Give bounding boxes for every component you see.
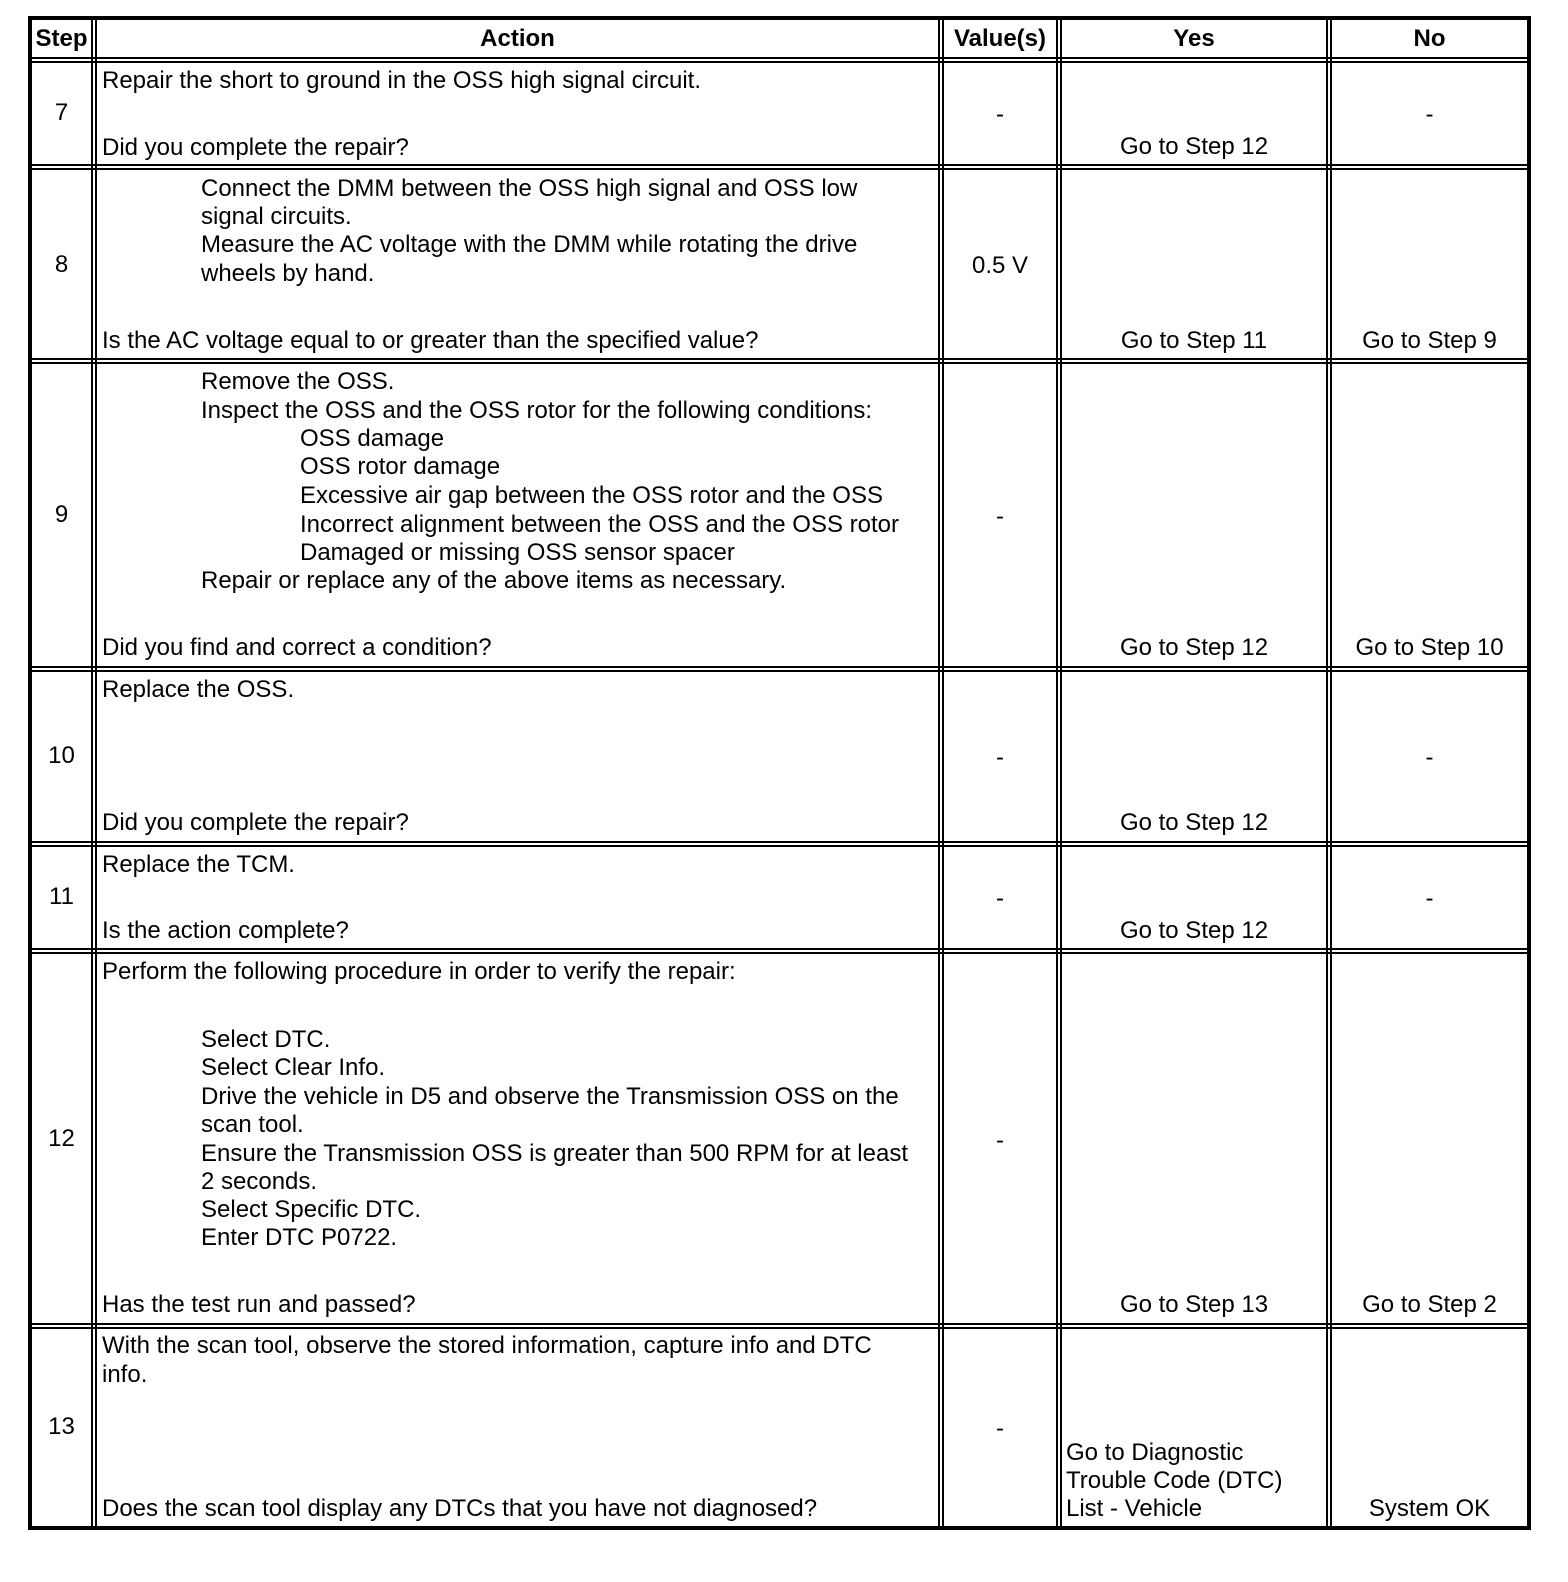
action-text: wheels by hand.	[201, 260, 375, 287]
action-text: Remove the OSS.	[201, 368, 395, 395]
value-cell: -	[996, 503, 1004, 530]
action-text: info.	[102, 1361, 148, 1388]
header-action: Action	[480, 25, 555, 52]
step-number: 9	[54, 501, 69, 528]
row-divider	[28, 57, 1531, 59]
yes-cell: Trouble Code (DTC)	[1066, 1467, 1283, 1494]
row-divider	[28, 952, 1531, 954]
header-yes: Yes	[1173, 25, 1215, 52]
row-divider	[28, 841, 1531, 843]
action-question: Did you complete the repair?	[102, 809, 409, 836]
action-text: Drive the vehicle in D5 and observe the Transmission OSS on the	[201, 1083, 899, 1110]
row-divider	[28, 164, 1531, 166]
row-divider	[28, 61, 1531, 63]
action-text: Select Specific DTC.	[201, 1196, 422, 1223]
action-text: Damaged or missing OSS sensor spacer	[300, 539, 735, 566]
row-divider	[28, 362, 1531, 364]
header-step: Step	[35, 25, 88, 52]
action-text: Ensure the Transmission OSS is greater than 500 RPM for at least	[201, 1140, 908, 1167]
table-border-left	[28, 16, 32, 1530]
action-text: 2 seconds.	[201, 1168, 318, 1195]
action-text: OSS rotor damage	[300, 453, 501, 480]
yes-cell: Go to Step 12	[1119, 917, 1269, 944]
action-text: scan tool.	[201, 1111, 304, 1138]
value-cell: -	[996, 101, 1004, 128]
column-divider	[942, 16, 944, 1530]
yes-cell: Go to Diagnostic	[1066, 1439, 1244, 1466]
step-number: 12	[48, 1125, 75, 1152]
row-divider	[28, 948, 1531, 950]
action-question: Has the test run and passed?	[102, 1291, 416, 1318]
step-number: 8	[54, 251, 69, 278]
yes-cell: Go to Step 12	[1119, 133, 1269, 160]
row-divider	[28, 358, 1531, 360]
action-text: Connect the DMM between the OSS high signal and OSS low	[201, 175, 858, 202]
action-text: Measure the AC voltage with the DMM while rotating the drive	[201, 231, 858, 258]
row-divider	[28, 1327, 1531, 1329]
no-cell: -	[1425, 101, 1434, 128]
table-border-bottom	[28, 1526, 1531, 1530]
header-no: No	[1413, 25, 1446, 52]
step-number: 7	[54, 99, 69, 126]
action-text: Select Clear Info.	[201, 1054, 386, 1081]
action-question: Does the scan tool display any DTCs that you have not diagnosed?	[102, 1495, 818, 1522]
step-number: 13	[48, 1413, 75, 1440]
value-cell: -	[996, 1127, 1004, 1154]
row-divider	[28, 670, 1531, 672]
value-cell: -	[996, 1415, 1004, 1442]
action-text: Replace the OSS.	[102, 676, 295, 703]
yes-cell: Go to Step 13	[1119, 1291, 1269, 1318]
action-question: Did you find and correct a condition?	[102, 634, 492, 661]
column-divider	[1326, 16, 1328, 1530]
action-text: Enter DTC P0722.	[201, 1224, 398, 1251]
action-text: Select DTC.	[201, 1026, 331, 1053]
no-cell: -	[1425, 885, 1434, 912]
action-text: Perform the following procedure in order to verify the repair:	[102, 958, 736, 985]
row-divider	[28, 845, 1531, 847]
action-text: Inspect the OSS and the OSS rotor for the following conditions:	[201, 397, 873, 424]
no-cell: Go to Step 9	[1362, 327, 1497, 354]
yes-cell: List - Vehicle	[1066, 1495, 1203, 1522]
column-divider	[91, 16, 93, 1530]
action-text: Replace the TCM.	[102, 851, 295, 878]
action-text: signal circuits.	[201, 203, 352, 230]
table-border-top	[28, 16, 1531, 20]
column-divider	[95, 16, 97, 1530]
table-border-right	[1527, 16, 1531, 1530]
column-divider	[1056, 16, 1058, 1530]
action-text: Repair or replace any of the above items as necessary.	[201, 567, 787, 594]
row-divider	[28, 666, 1531, 668]
step-number: 11	[49, 883, 74, 910]
value-cell: 0.5 V	[971, 252, 1029, 279]
yes-cell: Go to Step 12	[1119, 809, 1269, 836]
row-divider	[28, 1323, 1531, 1325]
value-cell: -	[996, 744, 1004, 771]
no-cell: -	[1425, 744, 1434, 771]
action-question: Is the AC voltage equal to or greater than the specified value?	[102, 327, 759, 354]
no-cell: Go to Step 10	[1355, 634, 1504, 661]
action-text: Incorrect alignment between the OSS and the OSS rotor	[300, 511, 899, 538]
action-text: With the scan tool, observe the stored information, capture info and DTC	[102, 1332, 872, 1359]
column-divider	[938, 16, 940, 1530]
action-text: Repair the short to ground in the OSS high signal circuit.	[102, 67, 701, 94]
yes-cell: Go to Step 11	[1120, 327, 1268, 354]
action-text: Excessive air gap between the OSS rotor and the OSS	[300, 482, 883, 509]
action-text: OSS damage	[300, 425, 445, 452]
row-divider	[28, 168, 1531, 170]
header-values: Value(s)	[953, 25, 1047, 52]
step-number: 10	[48, 742, 75, 769]
no-cell: Go to Step 2	[1362, 1291, 1497, 1318]
action-question: Is the action complete?	[102, 917, 349, 944]
value-cell: -	[996, 885, 1004, 912]
no-cell: System OK	[1368, 1495, 1491, 1522]
yes-cell: Go to Step 12	[1119, 634, 1269, 661]
action-question: Did you complete the repair?	[102, 134, 409, 161]
